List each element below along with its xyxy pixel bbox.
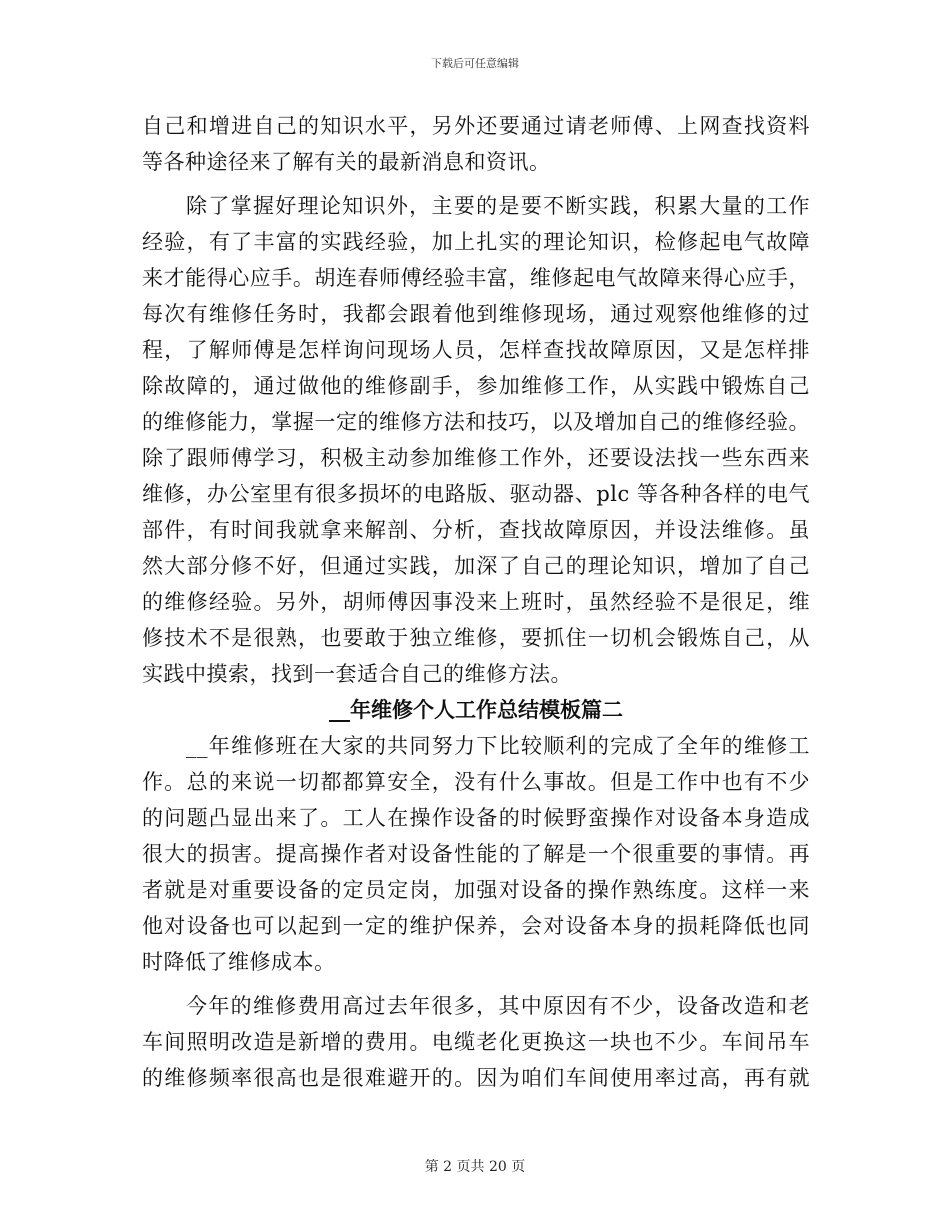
text-line: 除了掌握好理论知识外，主要的是要不断实践，积累大量的工作 [186,194,810,218]
page-footer: 第 2 页共 20 页 [424,1159,526,1175]
section-heading: __年维修个人工作总结模板篇二 [329,698,623,722]
text-line: 的维修经验。另外，胡师傅因事没来上班时，虽然经验不是很足，维 [142,590,810,614]
text-line: 部件，有时间我就拿来解剖、分析，查找故障原因，并设法维修。虽 [142,518,810,542]
text-line: 时降低了维修成本。 [142,950,336,974]
text-line: 维修，办公室里有很多损坏的电路版、驱动器、plc 等各种各样的电气 [142,482,810,506]
paragraph [142,108,810,180]
text-line: 经验，有了丰富的实践经验，加上扎实的理论知识，检修起电气故障 [142,230,810,254]
text-line: 的问题凸显出来了。工人在操作设备的时候野蛮操作对设备本身造成 [142,806,810,830]
text-line: 除了跟师傅学习，积极主动参加维修工作外，还要设法找一些东西来 [142,446,810,470]
text-line: 很大的损害。提高操作者对设备性能的了解是一个很重要的事情。再 [142,842,810,866]
document-body [142,108,810,1096]
paragraph [142,188,810,692]
text-line: 今年的维修费用高过去年很多，其中原因有不少，设备改造和老 [186,994,810,1018]
paragraph [142,728,810,980]
text-line: 作。总的来说一切都都算安全，没有什么事故。但是工作中也有不少 [142,770,810,794]
text-line: 然大部分修不好，但通过实践，加深了自己的理论知识，增加了自己 [142,554,810,578]
text-line: 他对设备也可以起到一定的维护保养，会对设备本身的损耗降低也同 [142,914,810,938]
text-line: 实践中摸索，找到一套适合自己的维修方法。 [142,662,572,686]
text-line: 车间照明改造是新增的费用。电缆老化更换这一块也不少。车间吊车 [142,1030,810,1054]
text-line: 修技术不是很熟，也要敢于独立维修，要抓住一切机会锻炼自己，从 [142,626,810,650]
text-line: 除故障的，通过做他的维修副手，参加维修工作，从实践中锻炼自己 [142,374,810,398]
text-line: 等各种途径来了解有关的最新消息和资讯。 [142,150,551,174]
text-line: 的维修频率很高也是很难避开的。因为咱们车间使用率过高，再有就 [142,1066,810,1090]
text-line: 来才能得心应手。胡连春师傅经验丰富，维修起电气故障来得心应手， [142,266,810,290]
text-line: 者就是对重要设备的定员定岗，加强对设备的操作熟练度。这样一来 [142,878,810,902]
text-line: 每次有维修任务时，我都会跟着他到维修现场，通过观察他维修的过 [142,302,810,326]
text-line: 的维修能力，掌握一定的维修方法和技巧，以及增加自己的维修经验。 [142,410,810,434]
text-line: __年维修班在大家的共同努力下比较顺利的完成了全年的维修工 [186,734,810,758]
text-line: 程，了解师傅是怎样询问现场人员，怎样查找故障原因，又是怎样排 [142,338,810,362]
page-header: 下载后可任意编辑 [431,57,519,70]
text-line: 自己和增进自己的知识水平，另外还要通过请老师傅、上网查找资料 [142,114,810,138]
paragraph [142,988,810,1096]
